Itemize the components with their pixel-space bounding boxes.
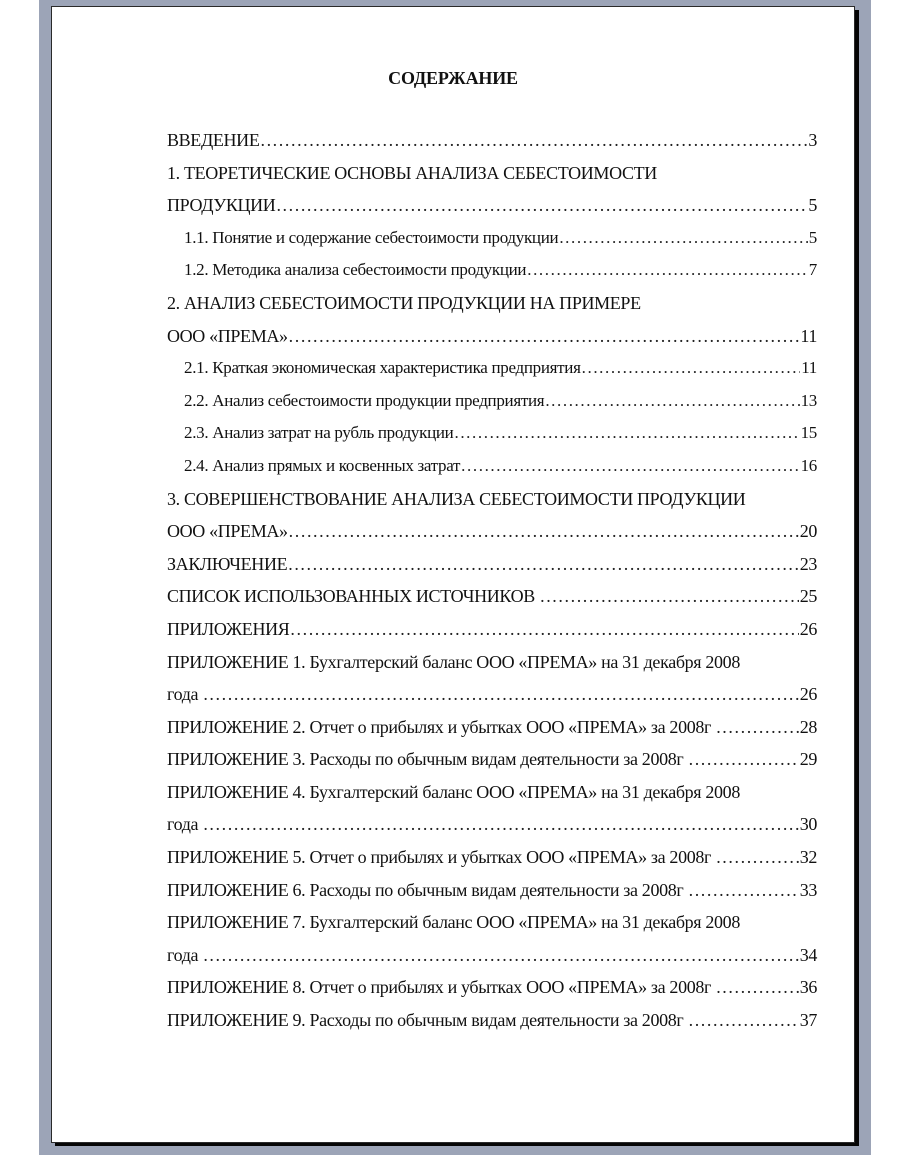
toc-page-number: 20 xyxy=(799,521,817,542)
toc-entry-text: 2.1. Краткая экономическая характеристика предприятия xyxy=(184,358,581,378)
dot-leader xyxy=(203,808,798,841)
toc-entry-text: ПРИЛОЖЕНИЕ 3. Расходы по обычным видам деятельности за 2008г xyxy=(167,749,688,770)
toc-entry[interactable] xyxy=(167,417,817,450)
toc-entry-text: ПРИЛОЖЕНИЕ 6. Расходы по обычным видам деятельности за 2008г xyxy=(167,879,688,900)
toc-page-number: 7 xyxy=(808,260,817,280)
dot-leader xyxy=(545,385,799,418)
toc-title: СОДЕРЖАНИЕ xyxy=(388,68,518,88)
toc-entry-text: года xyxy=(167,944,203,965)
toc-entry[interactable] xyxy=(167,906,817,939)
toc-entry[interactable] xyxy=(167,646,817,679)
toc-entry-text: года xyxy=(167,684,203,705)
document-page xyxy=(51,6,855,1143)
toc-entry-text: ООО «ПРЕМА» xyxy=(167,325,288,346)
toc-entry[interactable] xyxy=(167,841,817,874)
toc-entry[interactable] xyxy=(167,939,817,972)
toc-entry[interactable] xyxy=(167,580,817,613)
toc-entry[interactable] xyxy=(167,385,817,418)
toc-entry[interactable] xyxy=(167,808,817,841)
toc-entry[interactable] xyxy=(167,874,817,907)
dot-leader xyxy=(260,124,807,157)
toc-page-number: 32 xyxy=(799,847,817,868)
toc-entry-text: 2.4. Анализ прямых и косвенных затрат xyxy=(184,455,461,475)
toc-page-number: 33 xyxy=(799,879,817,900)
dot-leader xyxy=(203,678,798,711)
dot-leader xyxy=(689,743,799,776)
toc-entry[interactable] xyxy=(167,1004,817,1037)
toc-entry-text: ЗАКЛЮЧЕНИЕ xyxy=(167,553,288,574)
dot-leader xyxy=(203,939,798,972)
toc-page-number: 16 xyxy=(800,455,817,475)
toc-entry[interactable] xyxy=(167,352,817,385)
toc-entry-text: СПИСОК ИСПОЛЬЗОВАННЫХ ИСТОЧНИКОВ xyxy=(167,586,540,607)
toc-page-number: 26 xyxy=(799,618,817,639)
toc-page-number: 5 xyxy=(808,195,817,216)
dot-leader xyxy=(689,874,799,907)
toc-entry[interactable] xyxy=(167,222,817,255)
toc-page-number: 13 xyxy=(800,390,817,410)
dot-leader xyxy=(540,580,799,613)
dot-leader xyxy=(559,222,807,255)
toc-entry-text: 2. АНАЛИЗ СЕБЕСТОИМОСТИ ПРОДУКЦИИ НА ПРИМЕРЕ xyxy=(167,292,641,313)
toc-entry[interactable] xyxy=(167,776,817,809)
toc-page-number: 11 xyxy=(801,358,817,378)
toc-entry[interactable] xyxy=(167,515,817,548)
dot-leader xyxy=(289,515,799,548)
toc-entry-text: 1.1. Понятие и содержание себестоимости продукции xyxy=(184,227,559,247)
toc-entry-text: ПРИЛОЖЕНИЕ 8. Отчет о прибылях и убытках ООО «ПРЕМА» за 2008г xyxy=(167,977,716,998)
toc-page-number: 37 xyxy=(799,1010,817,1031)
toc-page-number: 30 xyxy=(799,814,817,835)
dot-leader xyxy=(289,320,800,353)
toc-entry-text: 1. ТЕОРЕТИЧЕСКИЕ ОСНОВЫ АНАЛИЗА СЕБЕСТОИМОСТИ xyxy=(167,162,657,183)
toc-page-number: 5 xyxy=(808,227,817,247)
toc-entry[interactable] xyxy=(167,287,817,320)
dot-leader xyxy=(461,450,799,483)
toc-entry-text: ПРИЛОЖЕНИЕ 7. Бухгалтерский баланс ООО «ПРЕМА» на 31 декабря 2008 xyxy=(167,912,740,933)
dot-leader xyxy=(288,548,798,581)
toc-entry-text: ПРИЛОЖЕНИЕ 1. Бухгалтерский баланс ООО «ПРЕМА» на 31 декабря 2008 xyxy=(167,651,740,672)
toc-entry[interactable] xyxy=(167,743,817,776)
dot-leader xyxy=(454,417,799,450)
toc-entry[interactable] xyxy=(167,711,817,744)
toc-entry-text: ПРИЛОЖЕНИЕ 5. Отчет о прибылях и убытках ООО «ПРЕМА» за 2008г xyxy=(167,847,716,868)
toc-page-number: 3 xyxy=(808,130,817,150)
toc-entry-text: 3. СОВЕРШЕНСТВОВАНИЕ АНАЛИЗА СЕБЕСТОИМОСТИ ПРОДУКЦИИ xyxy=(167,488,746,509)
toc-entry-text: ПРИЛОЖЕНИЕ 9. Расходы по обычным видам деятельности за 2008г xyxy=(167,1010,688,1031)
dot-leader xyxy=(276,189,807,222)
toc-entry[interactable] xyxy=(167,548,817,581)
toc-entry-text: ПРОДУКЦИИ xyxy=(167,195,276,216)
toc-entry[interactable] xyxy=(167,157,817,190)
toc-entry-text: 2.2. Анализ себестоимости продукции предприятия xyxy=(184,390,545,410)
dot-leader xyxy=(290,613,798,646)
toc-entry-text: ВВЕДЕНИЕ xyxy=(167,130,260,150)
toc-entry-text: ООО «ПРЕМА» xyxy=(167,521,288,542)
toc-page-number: 36 xyxy=(799,977,817,998)
toc-entry[interactable] xyxy=(167,450,817,483)
toc-page-number: 25 xyxy=(799,586,817,607)
toc-entry[interactable] xyxy=(167,189,817,222)
toc-page-number: 15 xyxy=(800,423,817,443)
dot-leader xyxy=(582,352,801,385)
toc-entry[interactable] xyxy=(167,254,817,287)
dot-leader xyxy=(527,254,808,287)
table-of-contents xyxy=(167,124,817,1037)
toc-page-number: 26 xyxy=(799,684,817,705)
toc-entry[interactable] xyxy=(167,678,817,711)
dot-leader xyxy=(716,971,798,1004)
toc-entry-text: ПРИЛОЖЕНИЕ 4. Бухгалтерский баланс ООО «ПРЕМА» на 31 декабря 2008 xyxy=(167,781,740,802)
toc-entry[interactable] xyxy=(167,613,817,646)
toc-entry-text: года xyxy=(167,814,203,835)
toc-page-number: 23 xyxy=(799,553,817,574)
dot-leader xyxy=(716,841,798,874)
toc-page-number: 34 xyxy=(799,944,817,965)
dot-leader xyxy=(689,1004,799,1037)
dot-leader xyxy=(716,711,798,744)
toc-entry-text: 1.2. Методика анализа себестоимости продукции xyxy=(184,260,527,280)
toc-page-number: 28 xyxy=(799,716,817,737)
toc-entry-text: ПРИЛОЖЕНИЕ 2. Отчет о прибылях и убытках ООО «ПРЕМА» за 2008г xyxy=(167,716,716,737)
toc-page-number: 11 xyxy=(800,325,817,346)
toc-entry[interactable] xyxy=(167,971,817,1004)
toc-page-number: 29 xyxy=(799,749,817,770)
toc-entry[interactable] xyxy=(167,124,817,157)
toc-entry[interactable] xyxy=(167,320,817,353)
toc-entry[interactable] xyxy=(167,483,817,516)
toc-entry-text: 2.3. Анализ затрат на рубль продукции xyxy=(184,423,454,443)
toc-entry-text: ПРИЛОЖЕНИЯ xyxy=(167,618,290,639)
